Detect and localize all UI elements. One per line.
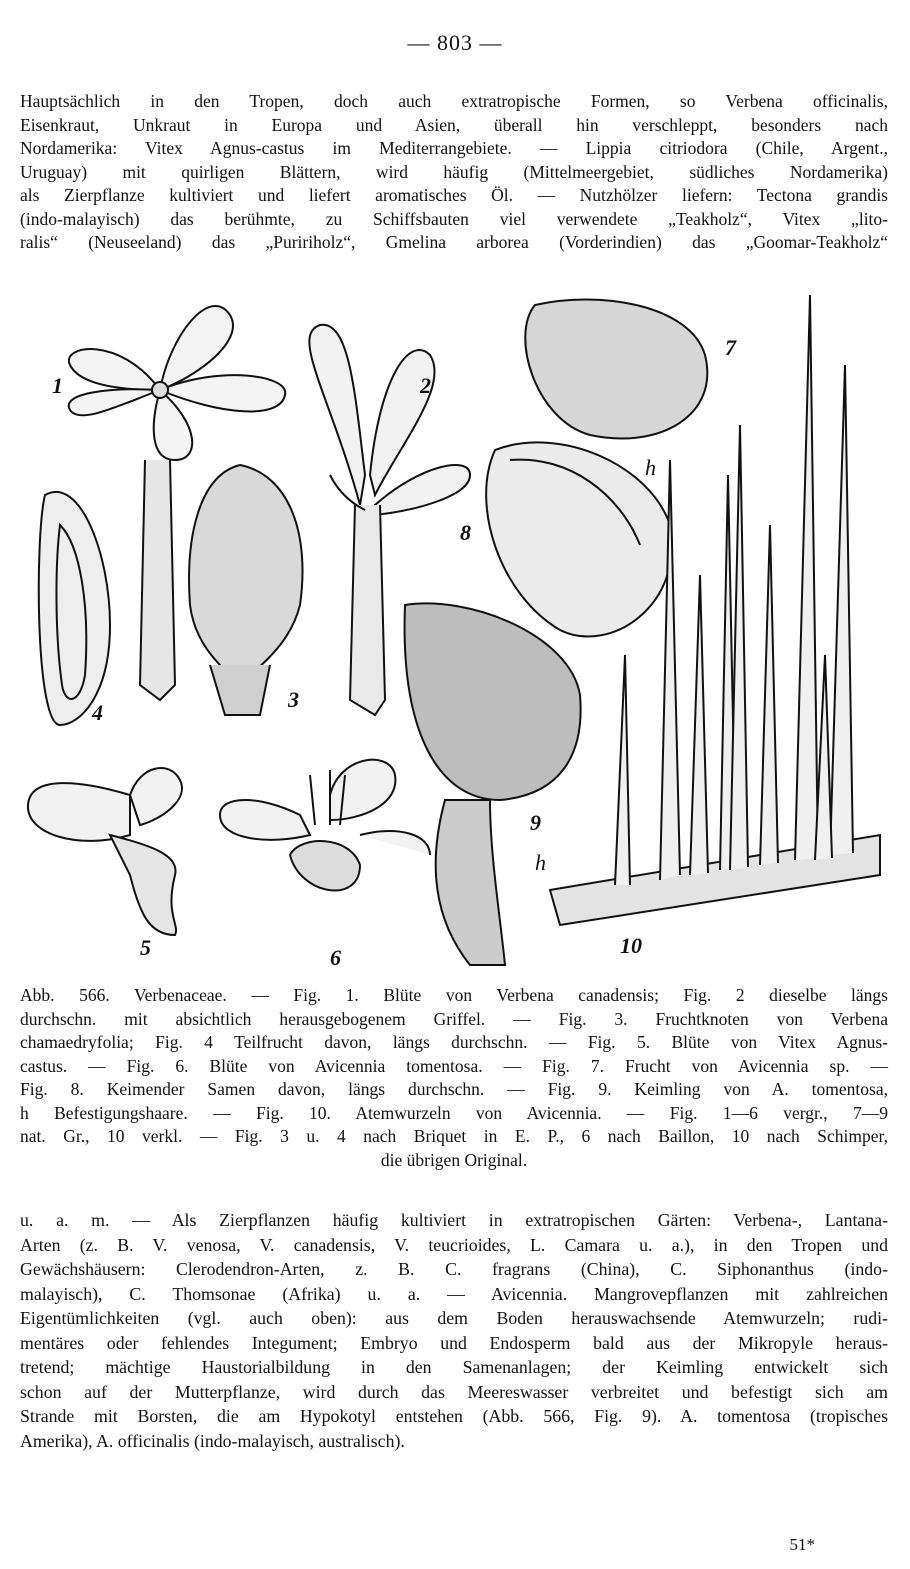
fig-label-6: 6 <box>330 945 341 970</box>
caption-line: durchschn. mit absichtlich herausgebogenem Griffel. — Fig. 3. Fruchtknoten von Verbena <box>20 1008 888 1029</box>
text-line: Amerika), A. officinalis (indo-malayisch, australisch). <box>20 1430 405 1451</box>
text-line: u. a. m. — Als Zierpflanzen häufig kultiviert in extratropischen Gärten: Verbena-, Lantana- <box>20 1210 888 1230</box>
caption-line: die übrigen Original. <box>380 1149 528 1170</box>
caption-line: castus. — Fig. 6. Blüte von Avicennia tomentosa. — Fig. 7. Frucht von Avicennia sp. — <box>20 1055 888 1076</box>
fig-label-10: 10 <box>620 933 642 958</box>
fig3-ovary-drawing <box>189 465 302 715</box>
text-line: Gewächshäusern: Clerodendron-Arten, z. B. C. fragrans (China), C. Siphonanthus (indo- <box>20 1259 888 1279</box>
caption-line: Fig. 8. Keimender Samen davon, längs durchschn. — Fig. 9. Keimling von A. tomentosa, <box>20 1079 888 1099</box>
text-line: als Zierpflanze kultiviert und liefert aromatisches Öl. — Nutzhölzer liefern: Tectona grandis <box>20 185 888 205</box>
text-line: Uruguay) mit quirligen Blättern, wird häufig (Mittelmeergebiet, südliches Nordamerika) <box>20 161 888 182</box>
caption-line: Abb. 566. Verbenaceae. — Fig. 1. Blüte von Verbena canadensis; Fig. 2 dieselbe längs <box>20 985 888 1005</box>
caption-line: h Befestigungshaare. — Fig. 10. Atemwurzeln von Avicennia. — Fig. 1—6 vergr., 7—9 <box>20 1102 888 1123</box>
text-line: Eigentümlichkeiten (vgl. auch oben): aus dem Boden herauswachsende Atemwurzeln; rudi- <box>20 1308 888 1328</box>
fig-label-5: 5 <box>140 935 151 960</box>
fig-label-1: 1 <box>52 373 63 398</box>
text-line: schon auf der Mutterpflanze, wird durch das Meereswasser verbreitet und befestigt sich am <box>20 1381 888 1402</box>
text-line: (indo-malayisch) das berühmte, zu Schiffsbauten viel verwendete „Teakholz“, Vitex „lito- <box>20 208 888 229</box>
text-line: Eisenkraut, Unkraut in Europa und Asien, überall hin verschleppt, besonders nach <box>20 114 888 135</box>
fig-label-2: 2 <box>420 373 431 398</box>
text-line: Nordamerika: Vitex Agnus-castus im Mediterrangebiete. — Lippia citriodora (Chile, Argent., <box>20 138 888 158</box>
caption-line: nat. Gr., 10 verkl. — Fig. 3 u. 4 nach Briquet in E. P., 6 nach Baillon, 10 nach Schimper, <box>20 1126 888 1146</box>
signature-mark: 51* <box>789 1535 815 1554</box>
fig-label-h-9: h <box>535 850 546 875</box>
text-line: Strande mit Borsten, die am Hypokotyl entstehen (Abb. 566, Fig. 9). A. tomentosa (tropisches <box>20 1406 888 1426</box>
fig-label-3: 3 <box>288 687 299 712</box>
fig5-flower-drawing <box>28 768 182 935</box>
text-line: malayisch), C. Thomsonae (Afrika) u. a. — Avicennia. Mangrovepflanzen mit zahlreichen <box>20 1283 888 1304</box>
caption-line: chamaedryfolia; Fig. 4 Teilfrucht davon, längs durchschn. — Fig. 5. Blüte von Vitex Agnus- <box>20 1032 888 1052</box>
fig4-fruit-section-drawing <box>39 492 110 725</box>
fig6-flower-drawing <box>220 760 430 891</box>
text-line: mentäres oder fehlendes Integument; Embryo und Endosperm bald aus der Mikropyle heraus- <box>20 1332 888 1353</box>
fig-label-7: 7 <box>725 335 736 360</box>
botanical-figure <box>0 275 910 975</box>
intro-paragraph <box>20 90 888 255</box>
fig-label-h-8: h <box>645 455 656 480</box>
fig-label-4: 4 <box>92 700 103 725</box>
text-line: ralis“ (Neuseeland) das „Puririholz“, Gmelina arborea (Vorderindien) das „Goomar-Teakholz“ <box>20 232 888 252</box>
text-line: tretend; mächtige Haustorialbildung in den Samenanlagen; der Keimling entwickelt sich <box>20 1357 888 1377</box>
text-line: Hauptsächlich in den Tropen, doch auch extratropische Formen, so Verbena officinalis, <box>20 91 888 111</box>
page-number: — 803 — <box>407 30 503 55</box>
text-line: Arten (z. B. V. venosa, V. canadensis, V. teucrioides, L. Camara u. a.), in den Tropen und <box>20 1234 888 1255</box>
figure-caption <box>20 984 888 1172</box>
fig9-seedling-drawing <box>405 603 581 965</box>
fig7-fruit-drawing <box>525 299 707 438</box>
fig-label-9: 9 <box>530 810 541 835</box>
body-paragraph <box>20 1208 888 1453</box>
fig-label-8: 8 <box>460 520 471 545</box>
